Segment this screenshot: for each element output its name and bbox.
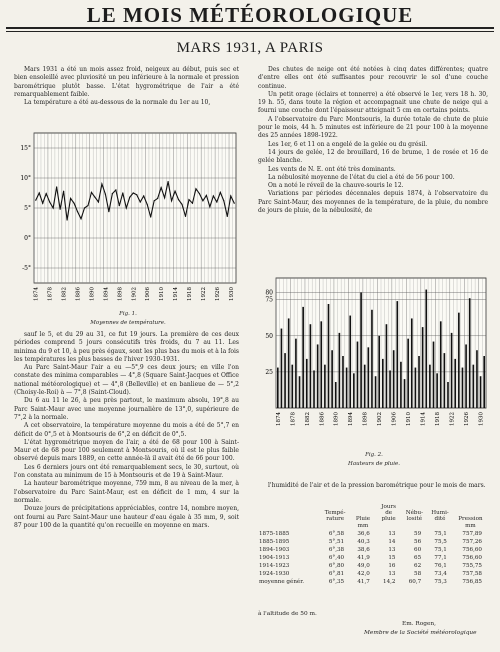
bar xyxy=(425,290,427,408)
table-cell: 42,0 xyxy=(357,571,370,577)
y-tick-label: 0° xyxy=(24,235,31,242)
rainfall-chart xyxy=(256,270,492,450)
table-unit-cell xyxy=(320,522,350,530)
bar xyxy=(393,350,395,408)
right-column-top xyxy=(258,66,488,215)
bar xyxy=(404,379,406,408)
data-point xyxy=(178,199,179,200)
bar xyxy=(407,339,409,408)
data-point xyxy=(126,207,127,208)
y-tick-label: 10° xyxy=(20,175,31,182)
data-point xyxy=(209,206,210,207)
paragraph: Au Parc Saint-Maur l'air a eu —5°,9 ces deux jours; en ville l'on constate des minima comparables — 4°,8 (Square Saint-Jacques et Office national météorologique) et — 4°,8 (Belleville) et en banlieue de — 5°,2 (Choisy-le-Roi) à — 7°,8 (Saint-Cloud). xyxy=(14,364,239,397)
table-row xyxy=(258,570,488,578)
bar xyxy=(458,313,460,408)
table-row xyxy=(258,546,488,554)
x-tick-label: 1914 xyxy=(420,412,427,426)
data-point xyxy=(115,189,116,190)
table-header-row xyxy=(258,504,488,522)
bar xyxy=(454,359,456,408)
data-point xyxy=(213,195,214,196)
table-cell: 65 xyxy=(414,555,422,561)
signature: Em. Rogen, xyxy=(402,621,436,627)
table-cell: 756,60 xyxy=(462,547,482,553)
table-cell: 6°,40 xyxy=(328,555,345,561)
bar xyxy=(386,324,388,408)
table-unit-cell xyxy=(258,522,320,530)
bar xyxy=(368,347,370,408)
bar xyxy=(440,321,442,408)
data-point xyxy=(140,201,141,202)
bar xyxy=(288,318,290,408)
paragraph: Des chutes de neige ont été notées à cinq dates différentes; quatre d'entre elles ont été suffisantes pour recouvrir le sol d'une couche continue. xyxy=(258,66,488,90)
data-point xyxy=(39,192,40,193)
data-point xyxy=(216,201,217,202)
bar xyxy=(277,368,279,408)
bar xyxy=(469,298,471,408)
bar xyxy=(411,318,413,408)
table-cell: 62 xyxy=(414,563,422,569)
x-tick-label: 1930 xyxy=(478,412,485,426)
table-cell: 757,58 xyxy=(462,571,482,577)
table-header-cell: Tempé- rature xyxy=(324,510,346,522)
x-tick-label: 1874 xyxy=(33,287,40,301)
bar xyxy=(400,362,402,408)
table-header-cell: Pression xyxy=(458,516,483,522)
data-point xyxy=(94,197,95,198)
data-point xyxy=(192,203,193,204)
bar xyxy=(389,370,391,408)
y-tick-label: 80 xyxy=(265,289,273,297)
x-tick-label: 1898 xyxy=(362,412,369,426)
table-cell: 76,1 xyxy=(434,563,447,569)
x-tick-label: 1874 xyxy=(275,412,282,426)
table-header-cell: Pluie xyxy=(355,516,371,522)
table-cell: 41,7 xyxy=(357,579,370,585)
data-point xyxy=(119,205,120,206)
paragraph: Douze jours de précipitations appréciables, contre 14, nombre moyen, ont fourni au Parc Saint-Maur une hauteur d'eau égale à 35 mm, 9, soit 87 pour 100 de la quantité qu'on recueille en moyenne en mars. xyxy=(14,505,239,529)
table-cell: 6°,58 xyxy=(328,531,345,537)
bar xyxy=(342,356,344,408)
data-point xyxy=(66,219,67,220)
paragraph: Les vents de N. E. ont été très dominants. xyxy=(268,165,396,173)
table-cell: 13 xyxy=(388,571,396,577)
bar xyxy=(422,327,424,408)
figure-1 xyxy=(14,123,242,333)
bar xyxy=(357,342,359,408)
bar xyxy=(360,292,362,408)
bar xyxy=(339,333,341,408)
bar xyxy=(429,365,431,408)
left-column-bottom xyxy=(14,331,239,530)
y-tick-label: 5° xyxy=(24,205,31,212)
table-header-cell: Humi- dité xyxy=(431,510,449,522)
x-tick-label: 1878 xyxy=(47,287,54,301)
bar xyxy=(302,307,304,408)
data-point xyxy=(230,195,231,196)
x-tick-label: 1890 xyxy=(89,287,96,301)
table-cell: 757,26 xyxy=(462,539,482,545)
bar xyxy=(451,333,453,408)
data-point xyxy=(199,193,200,194)
data-point xyxy=(80,218,81,219)
bar xyxy=(295,339,297,408)
table-row xyxy=(258,578,488,586)
data-point xyxy=(101,183,102,184)
table-cell: 60,7 xyxy=(408,579,422,585)
paragraph: A l'observatoire du Parc Montsouris, la durée totale de chute de pluie pour le mois, 44 h. 5 minutes est inférieure de 21 pour 100 à la moyenne des 25 années 1898-1922. xyxy=(258,115,488,140)
table-cell: 73,4 xyxy=(434,571,447,577)
table-cell: 16 xyxy=(388,563,396,569)
data-point xyxy=(188,199,189,200)
bar xyxy=(418,356,420,408)
paragraph: A cet observatoire, la température moyenne du mois a été de 5°,7 en déficit de 0°,5 et à Montsouris de 6°,2 en déficit de 0°,5. xyxy=(14,422,239,438)
bar xyxy=(433,342,435,408)
decennial-table xyxy=(258,504,488,586)
data-point xyxy=(112,193,113,194)
y-tick-label: 15° xyxy=(20,145,31,152)
paragraph: Du 6 au 11 le 26, à peu près partout, le maximum absolu, 19°,8 au Parc Saint-Maur avec une moyenne journalière de 13°,0, supérieure de 7°,2 à la normale. xyxy=(14,397,239,421)
table-cell: 75,1 xyxy=(434,531,447,537)
bar xyxy=(480,376,482,408)
bar xyxy=(378,336,380,408)
table-cell: 14,2 xyxy=(383,579,396,585)
data-point xyxy=(227,216,228,217)
paragraph: La température a été au-dessous de la normale du 1er au 10, xyxy=(24,99,211,107)
x-tick-label: 1918 xyxy=(186,287,193,301)
table-cell: 756,85 xyxy=(462,579,482,585)
x-tick-label: 1890 xyxy=(333,412,340,426)
table-unit-cell xyxy=(427,522,453,530)
x-tick-label: 1886 xyxy=(319,412,326,426)
paragraph: Un petit orage (éclairs et tonnerre) a été observé le 1er, vers 18 h. 30, 19 h. 55, dans toute la région et accompagnait une chute de neige qui a fourni une couche dont l'épaisseur atteignait 5 cm en certains points. xyxy=(258,90,488,115)
data-point xyxy=(77,211,78,212)
figure-2 xyxy=(256,270,492,450)
bar xyxy=(313,370,315,408)
table-header-cell: Jours de pluie xyxy=(381,504,397,522)
data-point xyxy=(150,216,151,217)
data-point xyxy=(98,201,99,202)
x-tick-label: 1886 xyxy=(75,287,82,301)
x-tick-label: 1902 xyxy=(377,412,384,426)
data-point xyxy=(63,191,64,192)
paragraph: La nébulosité moyenne de l'état du ciel a été de 56 pour 100. xyxy=(268,173,455,181)
data-point xyxy=(105,194,106,195)
table-cell: 75,5 xyxy=(434,539,447,545)
table-cell: 1904-1913 xyxy=(259,555,290,561)
bar xyxy=(415,368,417,408)
x-tick-label: 1926 xyxy=(214,287,221,301)
bar xyxy=(396,301,398,408)
x-tick-label: 1910 xyxy=(159,287,166,301)
data-point xyxy=(220,192,221,193)
bar xyxy=(436,373,438,408)
x-tick-label: 1894 xyxy=(103,287,110,301)
x-tick-label: 1910 xyxy=(406,412,413,426)
table-cell: 756,60 xyxy=(462,555,482,561)
table-cell: 38,6 xyxy=(357,547,370,553)
bar xyxy=(299,376,301,408)
table-cell: 56 xyxy=(414,539,422,545)
bar xyxy=(310,324,312,408)
table-cell: 59 xyxy=(414,531,422,537)
table-cell: 1914-1923 xyxy=(259,563,290,569)
x-tick-label: 1906 xyxy=(145,287,152,301)
figure-1-number: Fig. 1. xyxy=(119,311,137,317)
data-point xyxy=(91,192,92,193)
data-point xyxy=(202,200,203,201)
data-point xyxy=(60,209,61,210)
data-point xyxy=(136,194,137,195)
y-tick-label: -5° xyxy=(22,265,31,272)
figure-2-caption: Hauteurs de pluie. xyxy=(348,461,400,467)
temperature-chart xyxy=(14,123,242,333)
header-rule-thin xyxy=(6,31,494,32)
table-header-cell xyxy=(258,504,320,522)
bar xyxy=(364,365,366,408)
table-cell: 15 xyxy=(388,555,396,561)
data-point xyxy=(171,200,172,201)
table-cell: 13 xyxy=(388,531,396,537)
article-title: MARS 1931, A PARIS xyxy=(176,40,324,56)
table-cell: 6°,35 xyxy=(328,579,345,585)
table-cell: 58 xyxy=(414,571,422,577)
bar xyxy=(291,365,293,408)
x-tick-label: 1922 xyxy=(200,287,207,301)
bar xyxy=(447,382,449,408)
table-cell: moyenne génér. xyxy=(259,579,305,585)
table-unit-cell: mm xyxy=(357,523,369,529)
right-column-bottom xyxy=(258,482,488,490)
table-cell: 77,1 xyxy=(434,555,447,561)
paragraph: l'humidité de l'air et de la pression barométrique pour le mois de mars. xyxy=(268,482,486,489)
figure-2-number: Fig. 2. xyxy=(365,452,383,458)
table-cell: 60 xyxy=(414,547,422,553)
y-tick-label: 75 xyxy=(265,296,273,304)
bar xyxy=(281,329,283,408)
x-tick-label: 1882 xyxy=(61,287,68,301)
paragraph: Les 6 derniers jours ont été remarquablement secs, le 30, surtout, où l'on constata au minimum de 15 à Montsouris et de 19 à Saint-Maur. xyxy=(14,463,239,480)
data-point xyxy=(56,186,57,187)
table-cell: 5°,51 xyxy=(328,539,345,545)
data-point xyxy=(122,192,123,193)
x-tick-label: 1882 xyxy=(304,412,311,426)
bar xyxy=(353,373,355,408)
x-tick-label: 1902 xyxy=(131,287,138,301)
table-row xyxy=(258,538,488,546)
x-tick-label: 1922 xyxy=(449,412,456,426)
header-rule-thick xyxy=(6,27,494,29)
bar xyxy=(306,359,308,408)
section-header: LE MOIS MÉTÉOROLOGIQUE xyxy=(86,2,414,27)
data-point xyxy=(181,204,182,205)
paragraph: Variations par périodes décennales depuis 1874, à l'observatoire du Parc Saint-Maur, des moyennes de la température, de la pluie, du nombre de jours de pluie, de la nébulosité, de xyxy=(258,190,488,215)
data-point xyxy=(87,205,88,206)
data-point xyxy=(157,198,158,199)
table-unit-cell xyxy=(376,522,402,530)
x-tick-label: 1898 xyxy=(117,287,124,301)
bar xyxy=(473,365,475,408)
data-point xyxy=(164,197,165,198)
paragraph: L'état hygrométrique moyen de l'air, a été de 68 pour 100 à Saint-Maur et de 68 pour 100 seulement à Montsouris, où il est le plus faible observé depuis mars 1889, en cette année-là il avait été de 66 pour 100. xyxy=(14,438,239,463)
bar xyxy=(371,310,373,408)
bar xyxy=(444,353,446,408)
paragraph: sauf le 5, et du 29 au 31, ce fut 19 jours. La première de ces deux périodes comprend 5 jours consécutifs très froids, du 7 au 11. Les minima du 9 et 10, à peu près égaux, sont les plus bas du mois et à la fois les températures les plus basses de l'hiver 1930-1931. xyxy=(14,331,239,363)
table-cell: 1885-1895 xyxy=(259,539,290,545)
left-column-top xyxy=(14,66,239,107)
bar xyxy=(462,368,464,408)
table-cell: 36,6 xyxy=(357,531,370,537)
data-point xyxy=(147,204,148,205)
data-point xyxy=(161,187,162,188)
y-tick-label: 25 xyxy=(265,368,273,376)
paragraph: Les 1er, 6 et 11 on a engelé de la gelée ou du grésil. xyxy=(268,140,428,148)
table-cell: 1875-1885 xyxy=(259,531,290,537)
bar xyxy=(382,359,384,408)
table-cell: 40,3 xyxy=(357,539,370,545)
x-tick-label: 1914 xyxy=(173,287,180,301)
bar xyxy=(328,304,330,408)
paragraph: 14 jours de gelée, 12 de brouillard, 16 de brume, 1 de rosée et 16 de gelée blanche. xyxy=(258,148,488,165)
table-cell: 6°,81 xyxy=(328,571,345,577)
data-point xyxy=(49,201,50,202)
x-tick-label: 1926 xyxy=(464,412,471,426)
table-cell: 14 xyxy=(388,539,396,545)
data-point xyxy=(185,216,186,217)
data-point xyxy=(108,211,109,212)
table-cell: 6°,80 xyxy=(328,563,345,569)
data-point xyxy=(129,197,130,198)
data-point xyxy=(133,192,134,193)
table-row xyxy=(258,530,488,538)
table-cell: 1894-1903 xyxy=(259,547,290,553)
table-cell: 13 xyxy=(388,547,396,553)
bar xyxy=(317,344,319,408)
data-point xyxy=(70,198,71,199)
table-cell: 6°,38 xyxy=(328,547,345,553)
x-tick-label: 1918 xyxy=(435,412,442,426)
x-tick-label: 1906 xyxy=(391,412,398,426)
data-point xyxy=(46,193,47,194)
x-tick-label: 1930 xyxy=(228,287,235,301)
table-cell: 41,9 xyxy=(357,555,370,561)
table-cell: 755,75 xyxy=(462,563,482,569)
data-point xyxy=(42,203,43,204)
data-point xyxy=(143,195,144,196)
table-cell: 75,3 xyxy=(434,579,447,585)
data-point xyxy=(53,207,54,208)
bar xyxy=(320,321,322,408)
data-point xyxy=(154,200,155,201)
table-unit-cell xyxy=(401,522,427,530)
bar xyxy=(335,382,337,408)
table-row xyxy=(258,562,488,570)
table-unit-cell: mm xyxy=(465,523,476,529)
footnote: à l'altitude de 50 m. xyxy=(258,611,317,617)
table-header-cell: Nébu- losité xyxy=(405,510,423,522)
data-point xyxy=(223,200,224,201)
data-point xyxy=(174,191,175,192)
data-point xyxy=(35,200,36,201)
bar xyxy=(284,353,286,408)
data-point xyxy=(195,188,196,189)
x-tick-label: 1878 xyxy=(290,412,297,426)
data-point xyxy=(73,203,74,204)
table-cell: 49,0 xyxy=(357,563,370,569)
table-row xyxy=(258,554,488,562)
y-tick-label: 50 xyxy=(265,332,273,340)
bar xyxy=(375,376,377,408)
bar xyxy=(331,350,333,408)
table-cell: 757,89 xyxy=(462,531,482,537)
paragraph: On a noté le réveil de la chauve-souris le 12. xyxy=(268,182,404,190)
paragraph: La hauteur barométrique moyenne, 759 mm, 8 au niveau de la mer, à l'observatoire du Parc Saint-Maur, est en déficit de 1 mm, 4 sur la normale. xyxy=(14,480,239,504)
figure-1-caption: Moyennes de température. xyxy=(90,320,166,326)
signature-title: Membre de la Société météorologique xyxy=(364,630,477,636)
data-point xyxy=(206,195,207,196)
data-point xyxy=(84,207,85,208)
data-point xyxy=(234,203,235,204)
bar xyxy=(465,344,467,408)
table-cell: 75,1 xyxy=(434,547,447,553)
bar xyxy=(476,350,478,408)
bar xyxy=(483,356,485,408)
data-point xyxy=(167,181,168,182)
bar xyxy=(346,368,348,408)
paragraph: Mars 1931 a été un mois assez froid, neigeux au début, puis sec et bien ensoleillé avec pluviosité un peu inférieure à la normale et pression barométrique plutôt basse. L'état hygrométrique de l'air a été remarquablement faible. xyxy=(14,66,239,98)
table-unit-row xyxy=(258,522,488,530)
x-tick-label: 1894 xyxy=(348,412,355,426)
bar xyxy=(349,316,351,408)
bar xyxy=(324,365,326,408)
table-cell: 1924-1930 xyxy=(259,571,290,577)
